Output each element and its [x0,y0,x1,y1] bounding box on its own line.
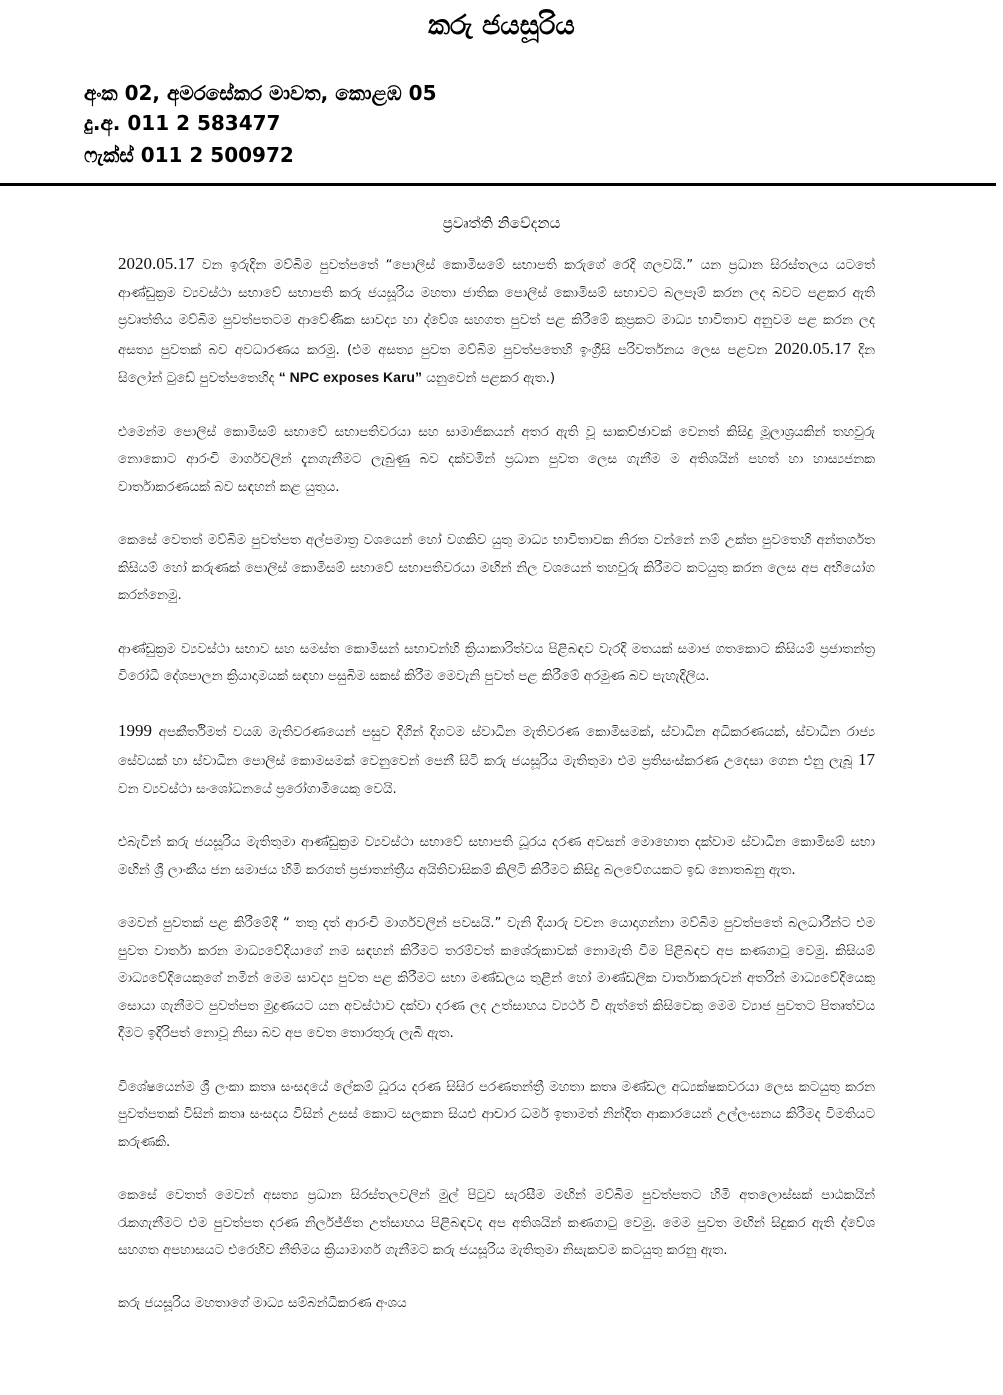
paragraph-1 [118,250,875,393]
paragraph-text: අපකීර්තිමත් වයඹ මැතිවරණයෙන් පසුව දිගින් දිගටම ස්වාධීන මැතිවරණ කොමිසමක්, ස්වාධීන අධිකරණයක්, ස්වාධීන රාජ්‍ය සේවයක් හා ස්වාධීන පොලිස් කොමසමක් වෙනුවෙන් පෙනී සිටි කරු ජයසූරිය මැතිතුමා එම ප්‍රතිසංස්කරණ උදෙසා ගෙන එනු ලැබූ [118,724,875,769]
year-number: 1999 [118,720,152,740]
letterhead-phone: දු.අ. 011 2 583477 [84,111,281,135]
paragraph-7: මෙවන් පුවතක් පළ කිරීමේදී “ තතු දත් ආරංචි මාර්ගවලින් පවසයි.” වැනි දියාරු වචන යොදාගන්නා මව්බිම පුවත්පතේ බලධාරීන්ට එම පුවත වාර්තා කරන මාධ්‍යවේදියාගේ නම සඳහන් කිරීමට තරම්වත් කශේරුකාවක් නොමැති වීම පිළිබඳව අප කණගාටු වෙමු. කිසියම් මාධ්‍යවේදියෙකුගේ නමින් මෙම සාවද්‍ය පුවත පළ කිරීමට සභා මණ්ඩලය තුළින් හෝ මාණ්ඩලික වාර්තාකරුවන් අතරින් මාධ්‍යවේදියෙකු සොයා ගැනීමට පුවත්පත මුද්‍රණයට යන අවස්ථාව දක්වා දරණ ලද උත්සාහය ව්‍යර්ථ වී ඇත්තේ කිසිවෙකු මෙම ව්‍යාජ පුවතට පිතෘත්වය දීමට ඉදිරිපත් නොවූ නිසා බව අප වෙත තොරතුරු ලැබී ඇත. [118,916,875,1041]
signature-line: කරු ජයසූරිය මහතාගේ මාධ්‍ය සම්බන්ධීකරණ අංශය [118,1295,407,1311]
document-body [118,250,875,1317]
paragraph-3: කෙසේ වෙතත් මව්බිම පුවත්පත අල්පමාත්‍ර වශයෙන් හෝ වගකිව යුතු මාධ්‍ය භාවිතාවක නිරත වන්නේ නම් උක්ත පුවතෙහි අන්තර්ගත කිසියම් හෝ කරුණක් පොලිස් කොමිසම් සභාවේ සභාපතිවරයා මඟින් නිල වශයෙන් තහවුරු කිරීමට කටයුතු කරන ලෙස අප අභියෝග කරන්නෙමු. [118,533,875,603]
paragraph-text: යනුවෙන් පළකර ඇත.) [421,371,556,386]
letterhead-name: කරු ජයසූරිය [428,10,575,41]
amendment-number: 17 [858,750,875,769]
paragraph-text: දින සිලෝන් ටුඩේ පුවත්පතෙහිද [118,342,875,386]
english-headline-quote: “ NPC exposes Karu” [278,369,422,385]
letterhead-fax: ෆැක්ස් 011 2 500972 [84,143,294,167]
paragraph-8: විශේෂයෙන්ම ශ්‍රී ලංකා කතෘ සංසදයේ ලේකම් ධූරය දරණ සිසිර පරණතන්ත්‍රී මහතා කතෘ මණ්ඩල අධ්‍යක්ෂකවරයා ලෙස කටයුතු කරන පුවත්පතක් විසින් කතෘ සංසදය විසින් උසස් කොට සලකන සියළු ආචාර ධර්ම ඉතාමත් නින්දිත ආකාරයෙන් උල්ලංඝනය කිරීමද විමතියට කරුණකි. [118,1079,875,1150]
paragraph-2: එමෙන්ම පොලිස් කොමිසම් සභාවේ සභාපතිවරයා සහ සාමාජිකයන් අතර ඇති වූ සාකච්ඡාවක් වෙනත් කිසිදු මූලාශ්‍රයකින් තහවුරු නොකොට ආරංචි මාර්ගවලින් දැනගැනීමට ලැබුණු බව දක්වමින් ප්‍රධාන පුවත ලෙස ගැනීම ම අතිශයින් පහත් හා හාස්‍යජනක වාර්තාකරණයක් බව සඳහන් කළ යුතුය. [118,424,875,495]
date-number: 2020.05.17 [774,338,851,358]
paragraph-9: කෙසේ වෙතත් මෙවන් අසත්‍ය ප්‍රධාන සිරස්තලවලින් මුල් පිටුව සැරසීම මඟින් මව්බිම පුවත්පතට හිමි අතලොස්සක් පාඨකයින් රැකගැනීමට එම පුවත්පත දරණ නිර්ලජ්ජිත උත්සාහය පිළිබඳවද අප අතිශයින් කණගාටු වෙමු. මෙම පුවත මඟින් සිදුකර ඇති ද්වේශ සහගත අපහාසයට එරෙහිව නීතිමය ක්‍රියාමාර්ග ගැනීමට කරු ජයසූරිය මැතිතුමා නිසැකවම කටයුතු කරනු ඇත. [118,1188,875,1258]
header-divider [0,183,996,186]
document-title: ප්‍රවෘත්ති නිවේදනය [442,214,561,232]
letterhead-address: අංක 02, අමරසේකර මාවත, කොළඹ 05 [84,81,437,105]
date-number: 2020.05.17 [118,254,195,273]
paragraph-text: වන ව්‍යවස්ථා සංශෝධනයේ ප්‍රරෝගාමියෙකු වෙයි. [118,781,397,797]
paragraph-5 [118,717,875,804]
paragraph-text: වන ඉරුදින මව්බිම පුවත්පතේ “පොලිස් කොමිසමේ සභාපති කරුගේ රෙදි ගලවයි.” යන ප්‍රධාන සිරස්තලය යටතේ ආණ්ඩුක්‍රම ව්‍යවස්ථා සභාවේ සභාපති කරු ජයසූරිය මහතා ජාතික පොලිස් කොමිසම් සභාවට බලපෑම් කරන ලද බවට පළකර ඇති ප්‍රවෘත්තිය මව්බිම පුවත්පතටම ආවේණික සාවද්‍ය හා ද්වේශ සහගත පුවත් පළ කිරීමේ කුප්‍රකට මාධ්‍ය භාවිතාව අනුවම පළ කරන ලද අසත්‍ය පුවතක් බව අවධාරණය කරමු. (එම අසත්‍ය පුවත මව්බිම පුවත්පතෙහි ඉංග්‍රීසි පරිවර්තනය ලෙස පළවන [118,258,875,358]
paragraph-6: එබැවින් කරු ජයසූරිය මැතිතුමා ආණ්ඩුක්‍රම ව්‍යවස්ථා සභාවේ සභාපති ධූරය දරණ අවසන් මොහොත දක්වාම ස්වාධීන කොමිසම් සභා මඟින් ශ්‍රී ලාංකීය ජන සමාජය හිමි කරගත් ප්‍රජාතන්ත්‍රීය අයිතිවාසිකම් කිලිටි කිරීමට කිසිදු බලවේගයකට ඉඩ නොතබනු ඇත. [118,835,875,878]
paragraph-4: ආණ්ඩුක්‍රම ව්‍යවස්ථා සභාව සහ සමස්ත කොමිසන් සභාවන්හි ක්‍රියාකාරිත්වය පිළිබඳව වැරදි මතයක් සමාජ ගතකොට කිසියම් ප්‍රජාතන්ත්‍ර විරෝධී දේශපාලන ක්‍රියාදාමයක් සඳහා පසුබිම සකස් කිරීම මෙවැනි පුවත් පළ කිරීමේ අරමුණ බව පැහැදිලිය. [118,641,875,684]
